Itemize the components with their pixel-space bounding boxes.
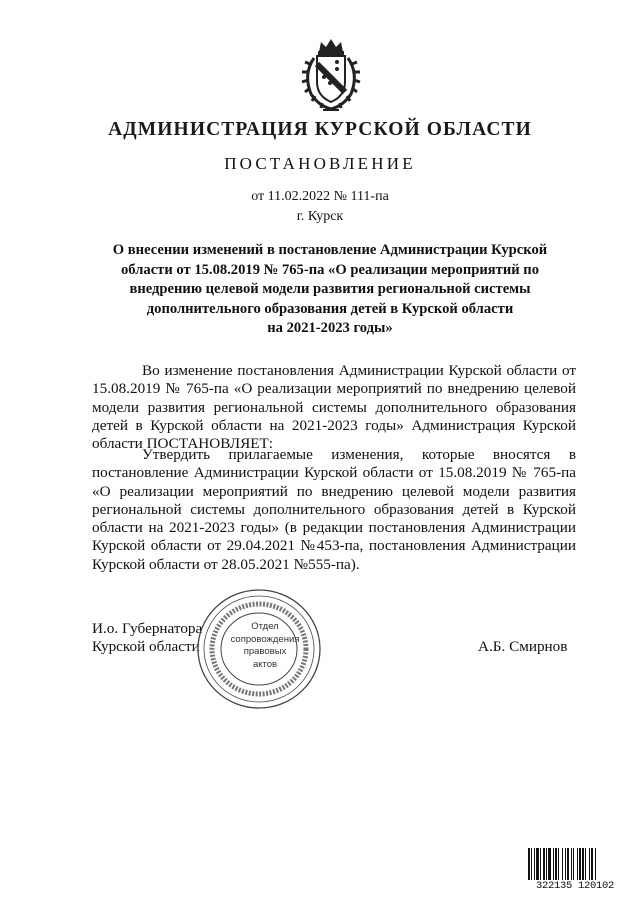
body-line: Курской области от 29.04.2021 №453-па, постановления Администрации	[92, 537, 576, 555]
body-line: области ПОСТАНОВЛЯЕТ:	[92, 435, 273, 453]
body-line: «О реализации мероприятий по внедрению целевой модели развития	[92, 482, 576, 500]
document-type: ПОСТАНОВЛЕНИЕ	[224, 154, 416, 173]
body-line: Утвердить прилагаемые изменения, которые вносятся в	[142, 446, 576, 463]
body-line: детей в Курской области на 2021-2023 годы» Администрация Курской	[92, 416, 576, 434]
body-line: постановление Администрации Курской области от 15.08.2019 № 765-па	[92, 464, 576, 482]
body-line: Во изменение постановления Администрации Курской области от	[142, 362, 576, 379]
subject-line: на 2021-2023 годы»	[267, 320, 393, 336]
body-line: 15.08.2019 № 765-па «О реализации мероприятий по внедрению целевой	[92, 380, 576, 398]
body-line: области на 2021-2023 годы» (в редакции постановления Администрации	[92, 519, 576, 537]
signatory-position-line: И.о. Губернатора	[92, 620, 203, 637]
kursk-coat-of-arms-icon	[297, 36, 365, 116]
stamp-center-text	[225, 621, 305, 671]
body-paragraph-2	[92, 446, 576, 574]
document-subject	[100, 241, 560, 339]
stamp-line: Отдел	[251, 621, 279, 632]
subject-line: дополнительного образования детей в Курской области	[146, 300, 514, 317]
stamp-line: правовых	[243, 646, 287, 657]
document-date-number: от 11.02.2022 № 111-па	[251, 189, 389, 204]
barcode-number: 322135 120102	[535, 880, 614, 892]
body-line: модели развития региональной системы дополнительного образования	[92, 398, 576, 416]
barcode-icon	[528, 848, 622, 880]
body-paragraph-1	[92, 362, 576, 453]
subject-line: О внесении изменений в постановление Администрации Курской	[112, 242, 548, 258]
subject-line: области от 15.08.2019 № 765-па «О реализации мероприятий по	[120, 261, 540, 278]
stamp-line: актов	[252, 658, 278, 670]
signatory-position	[92, 620, 202, 656]
signatory-name: А.Б. Смирнов	[478, 638, 568, 655]
organization-title: АДМИНИСТРАЦИЯ КУРСКОЙ ОБЛАСТИ	[108, 119, 532, 140]
signatory-position-line: Курской области	[92, 638, 200, 655]
stamp-line: сопровождения	[230, 633, 300, 645]
document-place: г. Курск	[296, 209, 344, 224]
body-line: Курской области от 28.05.2021 №555-па).	[92, 555, 360, 573]
body-line: региональной системы дополнительного образования детей в Курской	[92, 500, 576, 518]
subject-line: внедрению целевой модели развития региональной системы	[129, 281, 531, 297]
